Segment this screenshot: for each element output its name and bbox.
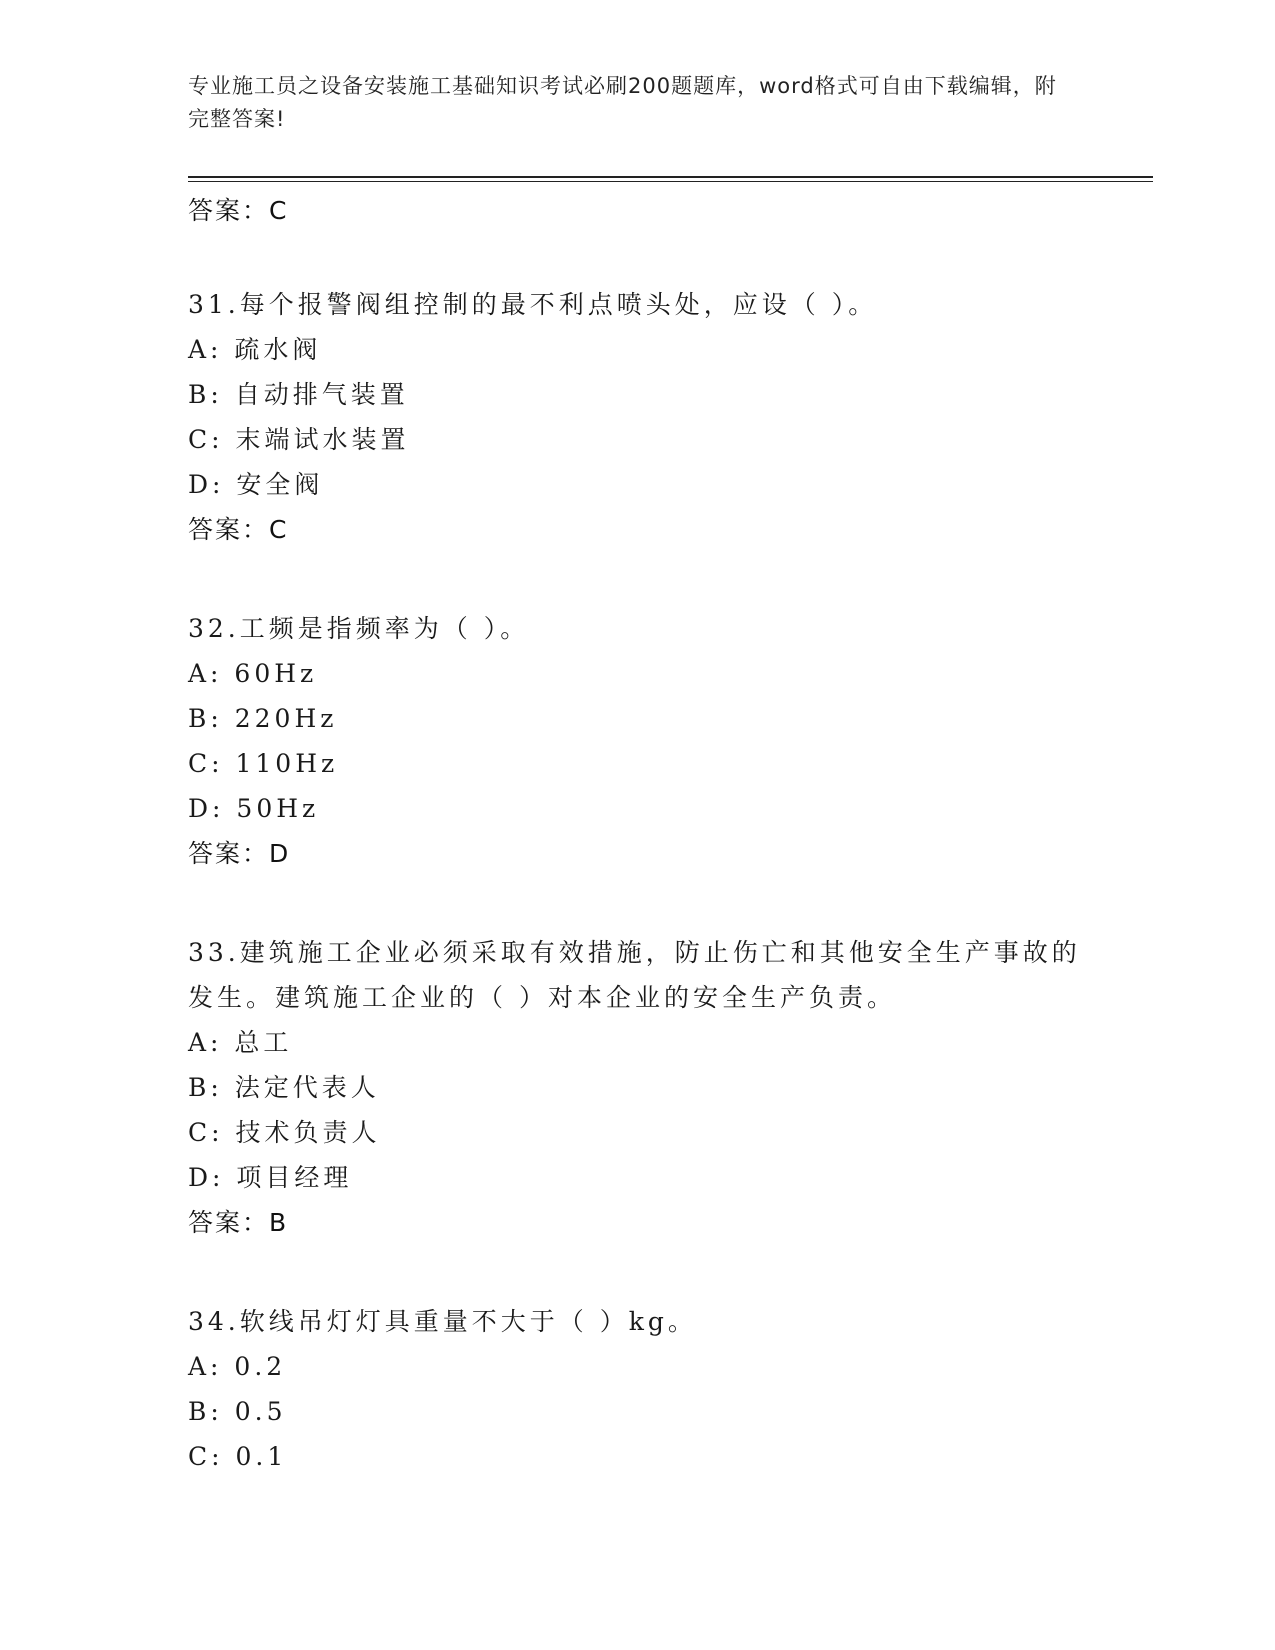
header-divider <box>188 176 1153 182</box>
option-d: D: 安全阀 <box>188 470 324 499</box>
document-header: 专业施工员之设备安装施工基础知识考试必刷200题题库，word格式可自由下载编辑，附完整答案! <box>188 74 1057 131</box>
question-31 <box>188 282 1153 552</box>
option-c: C: 技术负责人 <box>188 1118 381 1147</box>
option-c: C: 末端试水装置 <box>188 425 410 454</box>
question-stem: 32.工频是指频率为（ ）。 <box>188 614 530 643</box>
option-b: B: 220Hz <box>188 704 338 733</box>
option-b: B: 自动排气装置 <box>188 380 409 409</box>
question-32 <box>188 606 1153 876</box>
option-a: A: 总工 <box>188 1028 293 1057</box>
question-34 <box>188 1299 1153 1479</box>
question-stem: 33.建筑施工企业必须采取有效措施，防止伤亡和其他安全生产事故的发生。建筑施工企业的（ ）对本企业的安全生产负责。 <box>188 938 1081 1012</box>
question-33 <box>188 930 1153 1245</box>
option-a: A: 60Hz <box>188 659 318 688</box>
option-c: C: 0.1 <box>188 1442 288 1471</box>
answer-line: 答案：D <box>188 839 291 868</box>
option-c: C: 110Hz <box>188 749 339 778</box>
option-d: D: 项目经理 <box>188 1163 353 1192</box>
answer-line: 答案：C <box>188 196 289 225</box>
question-stem: 34.软线吊灯灯具重量不大于（ ）kg。 <box>188 1307 697 1336</box>
option-b: B: 法定代表人 <box>188 1073 380 1102</box>
option-b: B: 0.5 <box>188 1397 287 1426</box>
option-a: A: 疏水阀 <box>188 335 322 364</box>
question-stem: 31.每个报警阀组控制的最不利点喷头处，应设（ ）。 <box>188 290 878 319</box>
document-page <box>188 70 1153 1479</box>
option-d: D: 50Hz <box>188 794 320 823</box>
answer-line: 答案：C <box>188 515 289 544</box>
option-a: A: 0.2 <box>188 1352 287 1381</box>
answer-line: 答案：B <box>188 1208 289 1237</box>
